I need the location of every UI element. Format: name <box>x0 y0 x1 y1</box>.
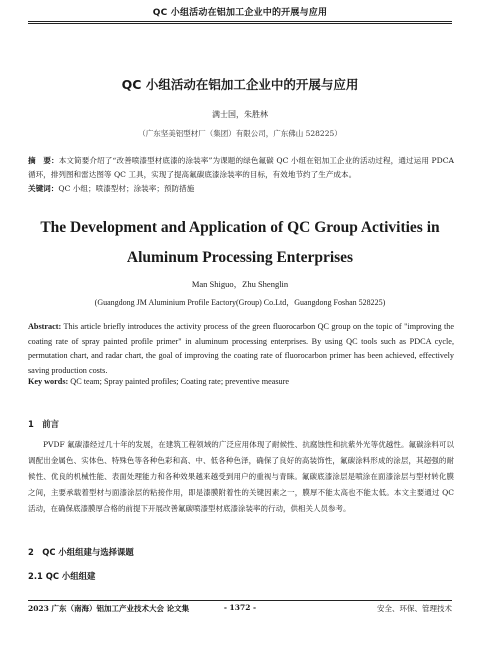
english-authors: Man Shiguo，Zhu Shenglin <box>191 279 289 289</box>
chinese-affiliation: （广东坚美铝型材厂（集团）有限公司，广东佛山 528225） <box>138 129 342 138</box>
english-keywords <box>28 377 454 386</box>
chinese-abstract-label: 摘 要： <box>28 156 59 165</box>
section-2-1-heading: 2.1 QC 小组组建 <box>28 571 96 581</box>
chinese-keywords <box>28 183 454 194</box>
english-abstract-text: This article briefly introduces the activity process of the green fluorocarbon QC group on the topic of "improving the coating rate of spray painted profile primer" in aluminum processing enterprises. By using QC tools such as PDCA cycle, permutation chart, and radar chart, the goal of improving the coating rate of fluorocarbon primer has been achieved, effectively saving production costs. <box>28 322 454 375</box>
section-1-paragraph: PVDF 氟碳漆经过几十年的发展，在建筑工程领域的广泛应用体现了耐候性、抗腐蚀性和抗紫外光等优越性。氟碳涂料可以调配出金属色、实体色、特殊色等各种色彩和高、中、低各种色泽，确保了良好的高装饰性，氟碳涂料形成的涂层，其超强的耐候性、优良的机械性能、表面处理能力和各种效果越来越受到用户的重视与青睐。氟碳底漆涂层是喷涂在面漆涂层与型材转化膜之间，主要承载着型材与面漆涂层的粘接作用，即是漆膜附着性的关键因素之一，膜厚不能太高也不能太低。本文主要通过 QC 活动，在确保底漆膜厚合格的前提下开展改善氟碳喷漆型材底漆涂装率的行动，供相关人员参考。 <box>28 440 454 513</box>
header-rule-thin <box>28 23 452 24</box>
chinese-title: QC 小组活动在铝加工企业中的开展与应用 <box>121 77 359 92</box>
english-keywords-text: QC team; Spray painted profiles; Coating rate; preventive measure <box>68 377 290 386</box>
chinese-abstract <box>28 154 454 181</box>
running-title: QC 小组活动在铝加工企业中的开展与应用 <box>152 8 328 18</box>
chinese-authors: 满士国，朱胜林 <box>212 110 268 119</box>
chinese-abstract-text: 本文简要介绍了“改善喷漆型材底漆的涂装率”为课题的绿色氟碳 QC 小组在铝加工企业的活动过程，通过运用 PDCA 循环，排列图和雷达图等 QC 工具，实现了提高氟碳底漆涂装率的目标，有效地节约了生产成本。 <box>28 156 455 179</box>
english-keywords-label: Key words: <box>28 377 69 386</box>
header-rule <box>28 21 452 22</box>
english-affiliation: (Guangdong JM Aluminium Profile Eactory(Group) Co.Ltd，Guangdong Foshan 528225) <box>94 298 386 307</box>
english-abstract <box>28 320 454 378</box>
section-2-heading: 2 QC 小组组建与选择课题 <box>28 547 134 557</box>
footer-rule <box>28 600 452 601</box>
chinese-keywords-text: QC 小组；喷漆型材；涂装率；预防措施 <box>58 184 195 193</box>
english-abstract-label: Abstract: <box>28 322 62 331</box>
section-1-heading: 1 前言 <box>28 419 59 429</box>
english-title: The Development and Application of QC Group Activities in Aluminum Processing Enterprises <box>40 219 440 266</box>
page-number: - 1372 - <box>223 603 257 612</box>
footer-proceedings: 2023 广东（南海）铝加工产业技术大会 论文集 <box>28 604 190 613</box>
chinese-keywords-label: 关键词： <box>28 184 59 193</box>
footer-category: 安全、环保、管理技术 <box>377 604 452 613</box>
